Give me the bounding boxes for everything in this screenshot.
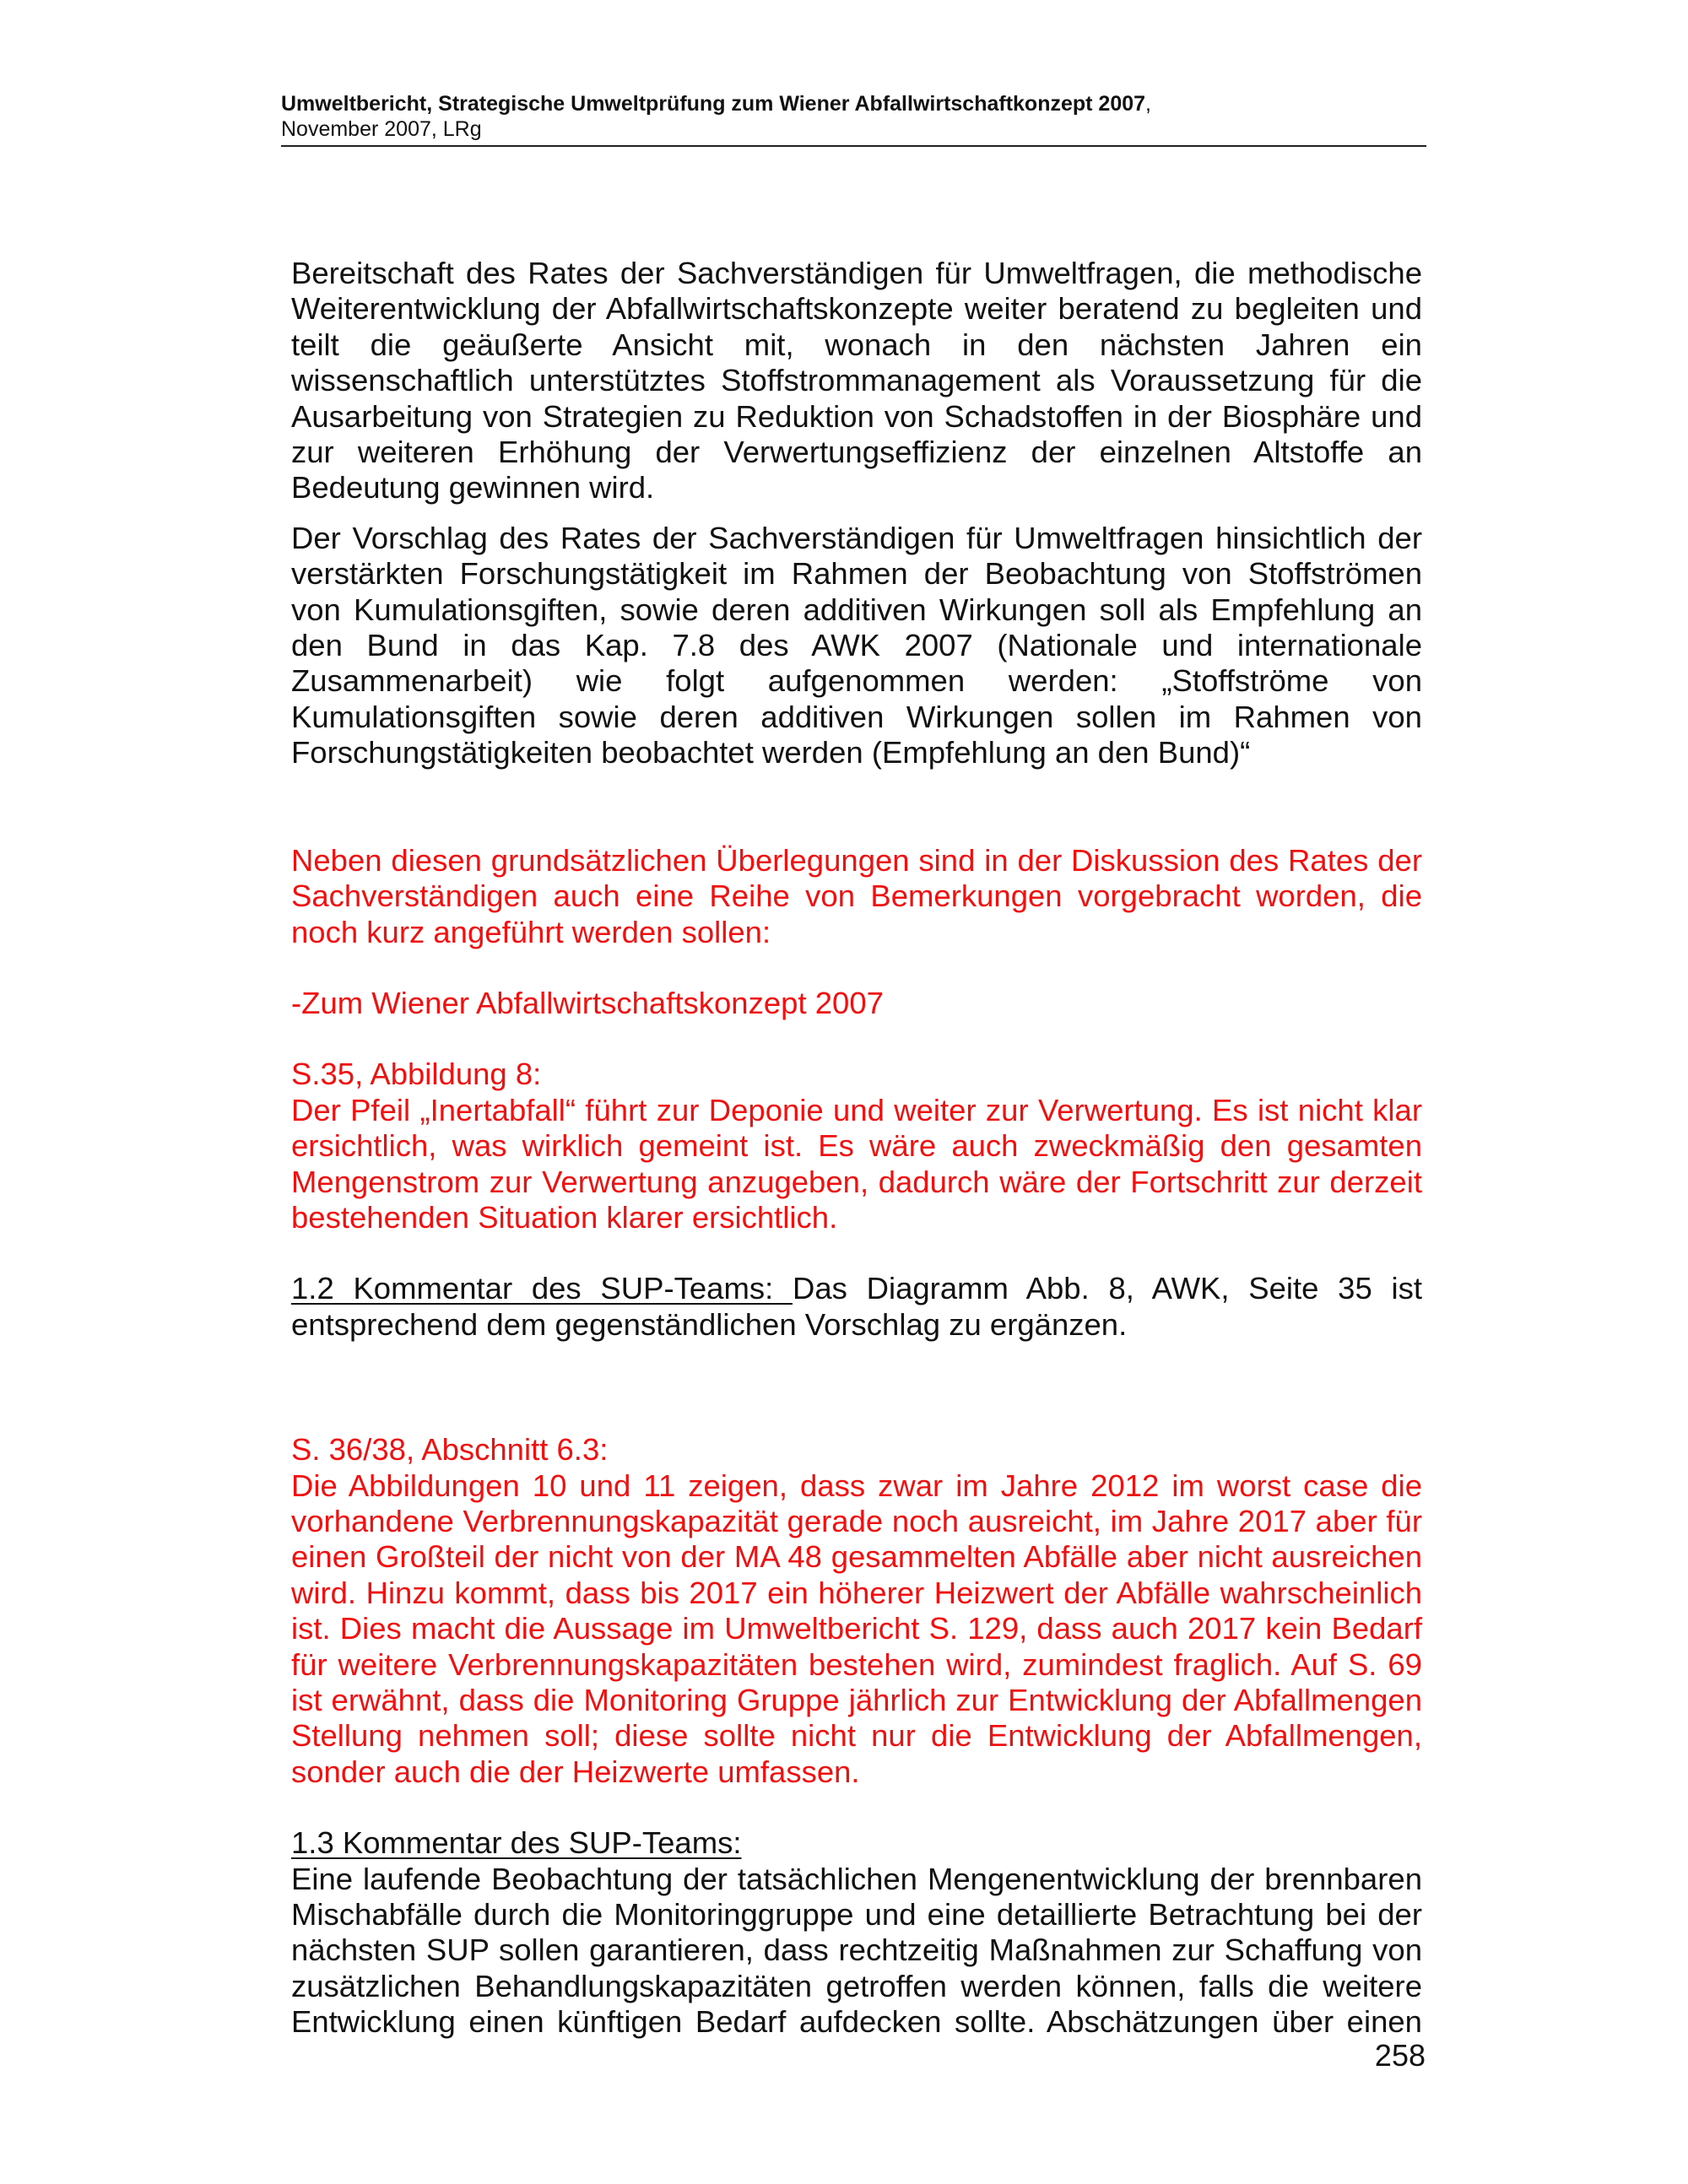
paragraph-bemerkungen-intro: Neben diesen grundsätzlichen Überlegungen sind in der Diskussion des Rates der Sachverständigen auch eine Reihe von Bemerkungen vorgebracht worden, die noch kurz angeführt werden sollen: — [291, 842, 1422, 949]
header-title-line — [281, 91, 1426, 116]
kommentar-1-3-label-line — [291, 1825, 1422, 1861]
page-number: 258 — [1374, 2038, 1426, 2073]
paragraph-abschnitt63-heading: S. 36/38, Abschnitt 6.3: — [291, 1432, 609, 1468]
document-body — [291, 256, 1422, 2041]
kommentar-1-2-body: Das Diagramm Abb. 8, AWK, Seite 35 ist entsprechend dem gegenständlichen Vorschlag zu ergänzen. — [291, 1271, 1422, 1342]
paragraph-wiener-awk-heading: -Zum Wiener Abfallwirtschaftskonzept 2007 — [291, 985, 884, 1020]
paragraph-kommentar-1-3-body: Eine laufende Beobachtung der tatsächlichen Mengenentwicklung der brennbaren Mischabfälle durch die Monitoringgruppe und eine detaillierte Betrachtung bei der nächsten SUP sollen garantieren, dass rechtzeitig Maßnahmen zur Schaffung von zusätzlichen Behandlungskapazitäten getroffen werden können, falls die weitere Entwicklung einen künftigen Bedarf aufdecken sollte. Abschätzungen über einen — [291, 1861, 1422, 2040]
paragraph-abschnitt63-body: Die Abbildungen 10 und 11 zeigen, dass zwar im Jahre 2012 im worst case die vorhandene Verbrennungskapazität gerade noch ausreicht, im Jahre 2017 aber für einen Großteil der nicht von der MA 48 gesammelten Abfälle aber nicht ausreichen wird. Hinzu kommt, dass bis 2017 ein höherer Heizwert der Abfälle wahrscheinlich ist. Dies macht die Aussage im Umweltbericht S. 129, dass auch 2017 kein Bedarf für weitere Verbrennungskapazitäten bestehen wird, zumindest fraglich. Auf S. 69 ist erwähnt, dass die Monitoring Gruppe jährlich zur Entwicklung der Abfallmengen Stellung nehmen soll; diese sollte nicht nur die Entwicklung der Abfallmengen, sonder auch die der Heizwerte umfassen. — [291, 1468, 1422, 1789]
header-title: Umweltbericht, Strategische Umweltprüfung zum Wiener Abfallwirtschaftkonzept 2007 — [281, 92, 1146, 116]
kommentar-1-3-label: 1.3 Kommentar des SUP-Teams: — [291, 1825, 742, 1861]
paragraph-abbildung8-heading: S.35, Abbildung 8: — [291, 1057, 542, 1092]
page-header — [281, 91, 1426, 147]
header-title-comma: , — [1145, 92, 1151, 116]
paragraph-vorschlag-forschung: Der Vorschlag des Rates der Sachverständigen für Umweltfragen hinsichtlich der verstärkten Forschungstätigkeit im Rahmen der Beobachtung von Stoffströmen von Kumulationsgiften, sowie deren additiven Wirkungen soll als Empfehlung an den Bund in das Kap. 7.8 des AWK 2007 (Nationale und internationale Zusammenarbeit) wie folgt aufgenommen werden: „Stoffströme von Kumulationsgiften sowie deren additiven Wirkungen sollen im Rahmen von Forschungstätigkeiten beobachtet werden (Empfehlung an den Bund)“ — [291, 520, 1422, 770]
paragraph-rat-bereitschaft: Bereitschaft des Rates der Sachverständigen für Umweltfragen, die methodische Weiterentwicklung der Abfallwirtschaftskonzepte weiter beratend zu begleiten und teilt die geäußerte Ansicht mit, wonach in den nächsten Jahren ein wissenschaftlich unterstütztes Stoffstrommanagement als Voraussetzung für die Ausarbeitung von Strategien zu Reduktion von Schadstoffen in der Biosphäre und zur weiteren Erhöhung der Verwertungseffizienz der einzelnen Altstoffe an Bedeutung gewinnen wird. — [291, 256, 1422, 505]
kommentar-1-2-label: 1.2 Kommentar des SUP-Teams: — [291, 1271, 793, 1306]
paragraph-kommentar-1-2 — [291, 1271, 1422, 1343]
header-subtitle: November 2007, LRg — [281, 117, 482, 141]
paragraph-abbildung8-body: Der Pfeil „Inertabfall“ führt zur Deponie und weiter zur Verwertung. Es ist nicht klar ersichtlich, was wirklich gemeint ist. Es wäre auch zweckmäßig den gesamten Mengenstrom zur Verwertung anzugeben, dadurch wäre der Fortschritt zur derzeit bestehenden Situation klarer ersichtlich. — [291, 1092, 1422, 1235]
